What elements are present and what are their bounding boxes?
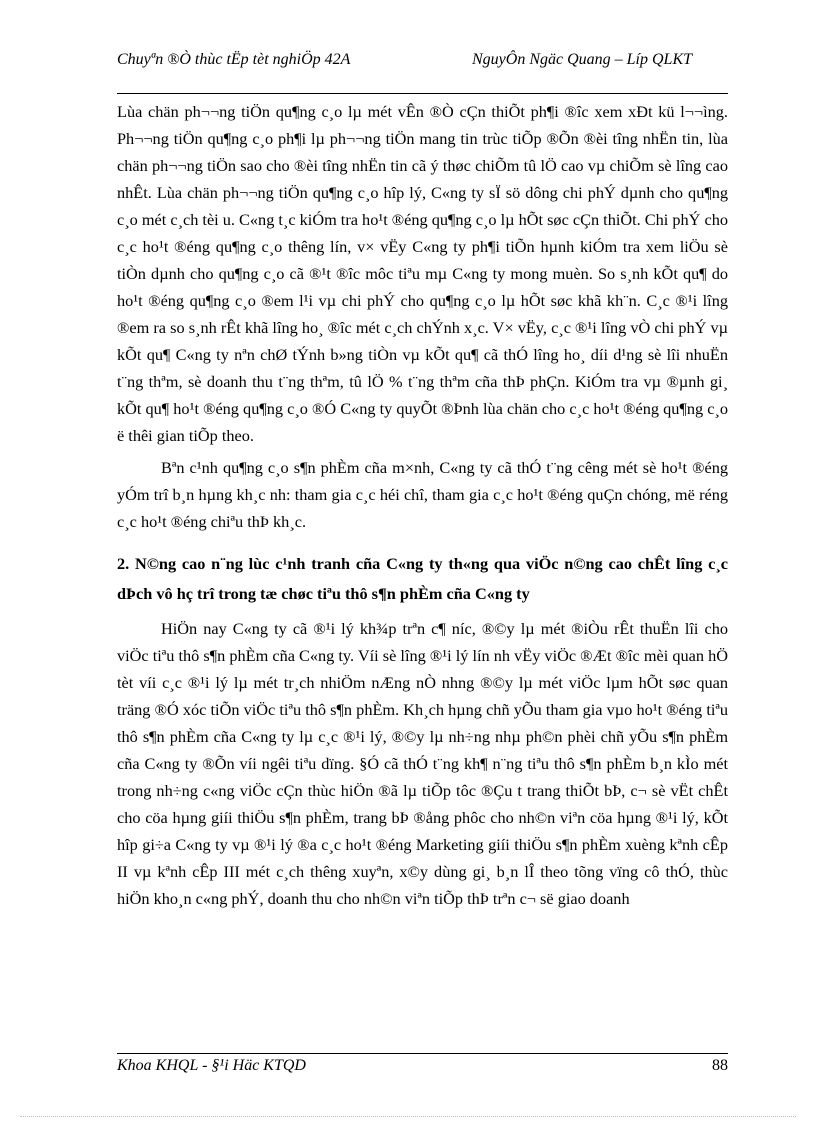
header-divider [117,93,728,94]
footer-divider [117,1053,728,1054]
paragraph-agent-network: HiÖn nay C«ng ty cã ®¹i lý kh¾p trªn c¶ níc, ®©y lµ mét ®iÒu rÊt thuËn lîi cho viÖc tiªu thô s¶n phÈm cña C«ng ty. Víi sè lîng ®¹i lý lín nh vËy viÖc ®Æt ®îc mèi quan hÖ tèt víi c¸c ®¹i lý lµ mét tr¸ch nhiÖm nÆng nÒ nhng ®©y lµ mét viÖc lµm hÕt søc quan träng ®Ó xóc tiÕn viÖc tiªu thô s¶n phÈm. Kh¸ch hµng chñ yÕu tham gia vµo ho¹t ®éng tiªu thô s¶n phÈm cña C«ng ty lµ c¸c ®¹i lý, ®©y lµ nh÷ng nhµ ph©n phèi chñ yÕu s¶n phÈm cña C«ng ty ®Õn víi ngêi tiªu dïng. §Ó cã thÓ t¨ng kh¶ n¨ng tiªu thô s¶n phÈm b¸n kÌo mét trong nh÷ng c«ng viÖc cÇn thùc hiÖn ®ã lµ tiÕp tôc ®Çu t trang thiÕt bÞ, c¬ sè vËt chÊt cho cöa hµng giíi thiÖu s¶n phÈm, trang bÞ ®ång phôc cho nh©n viªn cöa hµng ®¹i lý, kÕt hîp gi÷a C«ng ty vµ ®¹i lý ®a c¸c ho¹t ®éng Marketing giíi thiÖu s¶n phÈm xuèng kªnh cÊp II vµ kªnh cÊp III mét c¸ch thêng xuyªn, x©y dùng gi¸ b¸n lÎ theo tõng vïng cô thÓ, thùc hiÖn kho¸n c«ng phÝ, doanh thu cho nh©n viªn tiÕp thÞ trªn c¬ së giao doanh [117,619,728,908]
paragraph-promotion-activities: Bªn c¹nh qu¶ng c¸o s¶n phÈm cña m×nh, C«ng ty cã thÓ t¨ng cêng mét sè ho¹t ®éng yÓm trî b¸n hµng kh¸c nh: tham gia c¸c héi chî, tham gia c¸c ho¹t ®éng quÇn chóng, më réng c¸c ho¹t ®éng chiªu thÞ kh¸c. [117,458,728,531]
header-document-title: Chuyªn ®Ò thùc tËp tèt nghiÖp 42A [117,51,351,68]
paragraph-advertising-media: Lùa chän ph¬¬ng tiÖn qu¶ng c¸o lµ mét vÊn ®Ò cÇn thiÕt ph¶i ®îc xem xÐt kü l¬¬ìng. Ph¬¬ng tiÖn qu¶ng c¸o ph¶i lµ ph¬¬ng tiÖn mang tin trùc tiÕp ®Õn ®èi tîng nhËn tin, lùa chän ph¬¬ng tiÖn sao cho ®èi tîng nhËn tin cã ý thøc chiÕm tû lÖ cao vµ chiÕm sè lîng cao nhÊt. Lùa chän ph¬¬ng tiÖn qu¶ng c¸o hîp lý, C«ng ty sÏ sö dông chi phÝ dµnh cho qu¶ng c¸o mét c¸ch tèi u. C«ng t¸c kiÓm tra ho¹t ®éng qu¶ng c¸o lµ hÕt søc cÇn thiÕt. Chi phÝ cho c¸c ho¹t ®éng qu¶ng c¸o thêng lín, v× vËy C«ng ty ph¶i tiÕn hµnh kiÓm tra xem liÖu sè tiÒn dµnh cho qu¶ng c¸o cã ®¹t ®îc môc tiªu mµ C«ng ty mong muèn. So s¸nh kÕt qu¶ do ho¹t ®éng qu¶ng c¸o ®em l¹i vµ chi phÝ cho qu¶ng c¸o lµ hÕt søc khã kh¨n. C¸c ®¹i lîng ®em ra so s¸nh rÊt khã lîng ho¸ ®îc mét c¸ch chÝnh x¸c. V× vËy, c¸c ®¹i lîng vÒ chi phÝ vµ kÕt qu¶ C«ng ty nªn chØ tÝnh b»ng tiÒn vµ kÕt qu¶ cã thÓ lîng ho¸ díi d¹ng sè lîi nhuËn t¨ng thªm, sè doanh thu t¨ng thªm, tû lÖ % t¨ng thªm cña thÞ phÇn. KiÓm tra vµ ®µnh gi¸ kÕt qu¶ ho¹t ®éng qu¶ng c¸o ®Ó C«ng ty quyÕt ®Þnh lùa chän cho c¸c ho¹t ®éng qu¶ng c¸o ë thêi gian tiÕp theo. [117,102,728,445]
section-heading: 2. N©ng cao n¨ng lùc c¹nh tranh cña C«ng ty th«ng qua viÖc n©ng cao chÊt lîng c¸c dÞch vô hç trî trong tæ chøc tiªu thô s¶n phÈm cña C«ng ty [117,554,728,603]
page-footer [117,1056,728,1076]
footer-faculty: Khoa KHQL - §¹i Häc KTQD [117,1057,306,1074]
page-boundary [20,1116,796,1117]
page-body [117,98,728,912]
header-author: NguyÔn Ngäc Quang – Líp QLKT [472,51,693,68]
page-number: 88 [712,1057,728,1074]
